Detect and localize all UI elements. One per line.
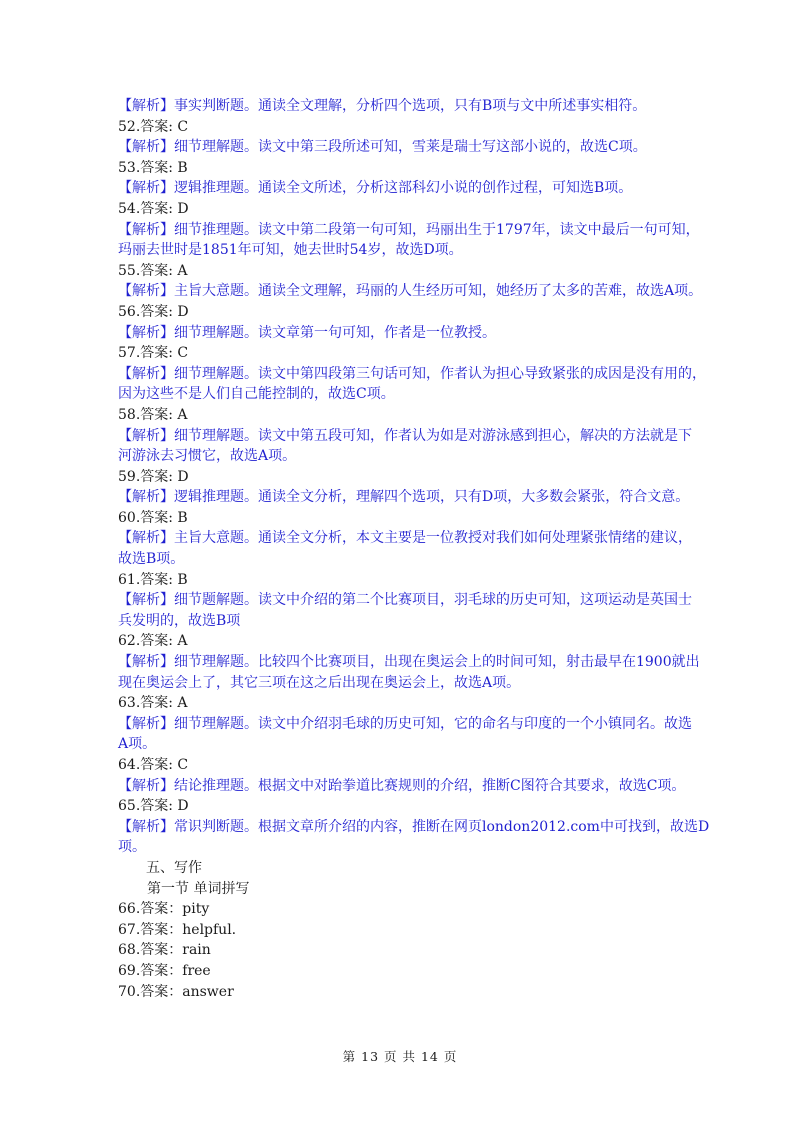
page-footer: 第 13 页 共 14 页	[342, 1049, 458, 1064]
analysis-line: 【解析】事实判断题。通读全文理解，分析四个选项，只有B项与文中所述事实相符。	[118, 98, 647, 114]
analysis-line: 因为这些不是人们自己能控制的，故选C项。	[118, 386, 395, 403]
analysis-line: 【解析】细节推理题。读文中第二段第一句可知，玛丽出生于1797年，读文中最后一句可知，	[118, 221, 700, 238]
analysis-line: 【解析】细节题解题。读文中介绍的第二个比赛项目，羽毛球的历史可知，这项运动是英国士	[118, 592, 692, 609]
analysis-line: 【解析】逻辑推理题。通读全文分析，理解四个选项，只有D项，大多数会紧张，符合文意。	[118, 489, 690, 506]
answer-line: 69.答案：free	[118, 962, 211, 979]
answer-line: 67.答案：helpful.	[118, 921, 237, 938]
section-heading: 五、写作	[146, 859, 202, 876]
analysis-line: 【解析】细节理解题。读文中第五段可知，作者认为如是对游泳感到担心，解决的方法就是下	[118, 427, 692, 444]
answer-line: 57.答案: C	[118, 345, 189, 362]
answer-line: 56.答案: D	[118, 303, 189, 320]
analysis-line: 现在奥运会上了，其它三项在这之后出现在奥运会上，故选A项。	[118, 674, 521, 691]
answer-line: 66.答案：pity	[118, 901, 210, 918]
analysis-line: 玛丽去世时是1851年可知，她去世时54岁，故选D项。	[118, 242, 463, 259]
answer-line: 59.答案: D	[118, 468, 189, 485]
answer-line: 64.答案: C	[118, 757, 189, 773]
analysis-line: 【解析】主旨大意题。通读全文理解，玛丽的人生经历可知，她经历了太多的苦难，故选A项。	[118, 283, 703, 300]
analysis-line: 【解析】细节理解题。比较四个比赛项目，出现在奥运会上的时间可知，射击最早在1900就出	[118, 654, 700, 671]
answer-line: 53.答案: B	[118, 159, 188, 176]
answer-line: 61.答案: B	[118, 571, 188, 588]
answer-line: 63.答案: A	[118, 695, 188, 712]
analysis-line: 【解析】细节理解题。读文中第四段第三句话可知，作者认为担心导致紧张的成因是没有用的，	[118, 365, 706, 382]
answer-line: 62.答案: A	[118, 633, 188, 650]
answer-line: 70.答案：answer	[118, 983, 234, 1000]
answer-line: 60.答案: B	[118, 509, 188, 526]
analysis-line: 故选B项。	[118, 551, 185, 568]
analysis-line: 兵发明的，故选B项	[118, 612, 241, 629]
analysis-line: 【解析】细节理解题。读文中第三段所述可知，雪莱是瑞士写这部小说的，故选C项。	[118, 139, 647, 156]
analysis-line: 河游泳去习惯它，故选A项。	[118, 448, 297, 465]
answer-line: 52.答案: C	[118, 118, 189, 135]
analysis-line: 【解析】常识判断题。根据文章所介绍的内容，推断在网页london2012.com中可找到，故选D	[118, 818, 710, 835]
analysis-line: A项。	[118, 736, 157, 753]
answer-line: 65.答案: D	[118, 798, 189, 815]
answer-line: 58.答案: A	[118, 406, 188, 423]
answer-line: 54.答案: D	[118, 200, 189, 217]
analysis-line: 【解析】结论推理题。根据文中对跆拳道比赛规则的介绍，推断C图符合其要求，故选C项。	[118, 777, 686, 794]
analysis-line: 【解析】逻辑推理题。通读全文所述，分析这部科幻小说的创作过程，可知选B项。	[118, 180, 633, 197]
analysis-line: 【解析】细节理解题。读文中介绍羽毛球的历史可知，它的命名与印度的一个小镇同名。故选	[118, 715, 692, 732]
analysis-line: 项。	[118, 839, 146, 856]
analysis-line: 【解析】细节理解题。读文章第一句可知，作者是一位教授。	[118, 324, 496, 341]
subsection-heading: 第一节 单词拼写	[147, 880, 250, 897]
analysis-line: 【解析】主旨大意题。通读全文分析，本文主要是一位教授对我们如何处理紧张情绪的建议，	[118, 530, 692, 547]
answer-key-content	[118, 96, 710, 1002]
answer-line: 68.答案：rain	[118, 942, 211, 959]
answer-line: 55.答案: A	[118, 262, 188, 279]
